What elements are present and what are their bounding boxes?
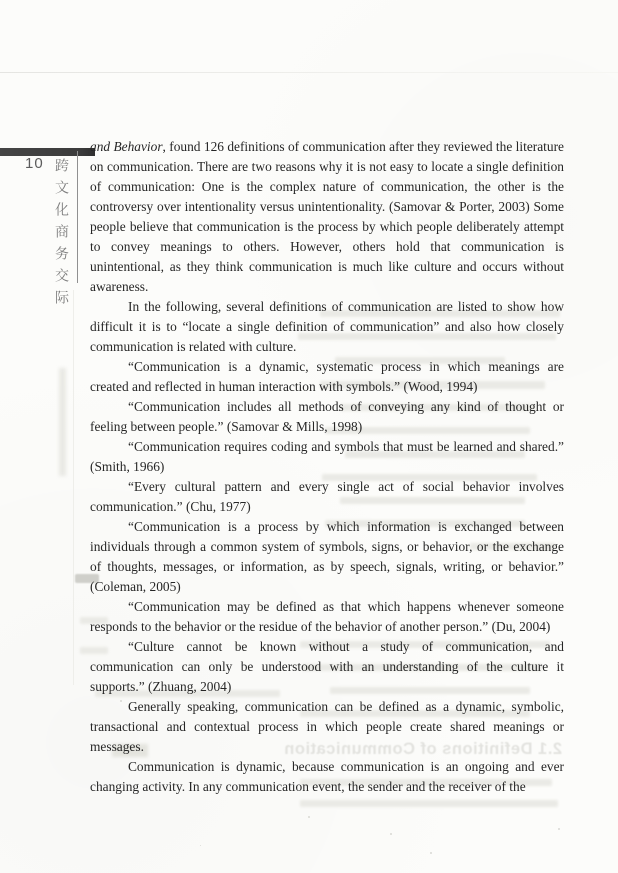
scan-speck	[308, 816, 310, 818]
paragraph: “Culture cannot be known without a study of communication, and communication can only be understood with an understanding of the culture it supports.” (Zhuang, 2004)	[90, 639, 564, 694]
paragraph: and Behavior, found 126 definitions of communication after they reviewed the literature on communication. There are two reasons why it is not easy to locate a single definition of communication: One is the complex nature of communication, the other is the controversy over intentionality versus unintentionality. (Samovar & Porter, 2003) Some people believe that communication is the process by which people deliberately attempt to convey meanings to others. However, others hold that communication is unintentional, as they think communication is much like culture and occurs without awareness.	[90, 139, 564, 294]
bleedthrough-heading: 2.1 Definitions of Communication	[283, 740, 562, 758]
paragraph: Generally speaking, communication can be defined as a dynamic, symbolic, transactional and contextual process in which people create shared meanings or messages.	[90, 699, 564, 754]
paragraph: “Communication may be defined as that which happens whenever someone responds to the behavior or the residue of the behavior of another person.” (Du, 2004)	[90, 599, 564, 634]
paragraph: “Communication includes all methods of conveying any kind of thought or feeling between people.” (Samovar & Mills, 1998)	[90, 399, 564, 434]
paragraph: “Communication is a dynamic, systematic process in which meanings are created and reflected in human interaction with symbols.” (Wood, 1994)	[90, 359, 564, 394]
page-fold-shadow	[73, 290, 74, 685]
paragraph: “Communication requires coding and symbols that must be learned and shared.” (Smith, 1966)	[90, 439, 564, 474]
scan-artifact-line	[0, 72, 618, 73]
paragraph: “Every cultural pattern and every single act of social behavior involves communication.” (Chu, 1977)	[90, 479, 564, 514]
body-text	[90, 137, 564, 797]
scan-speck	[430, 852, 432, 854]
paragraph: In the following, several definitions of communication are listed to show how difficult it is to “locate a single definition of communication” and also how closely communication is related with culture.	[90, 299, 564, 354]
margin-vertical-title: 跨文化商务交际	[54, 158, 70, 312]
paragraph: “Communication is a process by which information is exchanged between individuals through a common system of symbols, signs, or behavior, or the exchange of thoughts, messages, or information, as by speech, signals, writing, or behavior.” (Coleman, 2005)	[90, 519, 564, 594]
italic-lead: and Behavior	[90, 139, 163, 154]
margin-ink-bar	[0, 148, 95, 156]
page-number: 10	[25, 155, 44, 172]
paragraph: Communication is dynamic, because communication is an ongoing and ever changing activity. In any communication event, the sender and the receiver of the	[90, 759, 564, 794]
bleedthrough-vertical-strip	[59, 368, 66, 476]
scan-speck	[558, 828, 560, 830]
margin-divider-line	[77, 151, 78, 283]
scan-speck	[390, 833, 392, 835]
scan-speck	[200, 845, 201, 846]
ghost-line	[300, 800, 558, 807]
